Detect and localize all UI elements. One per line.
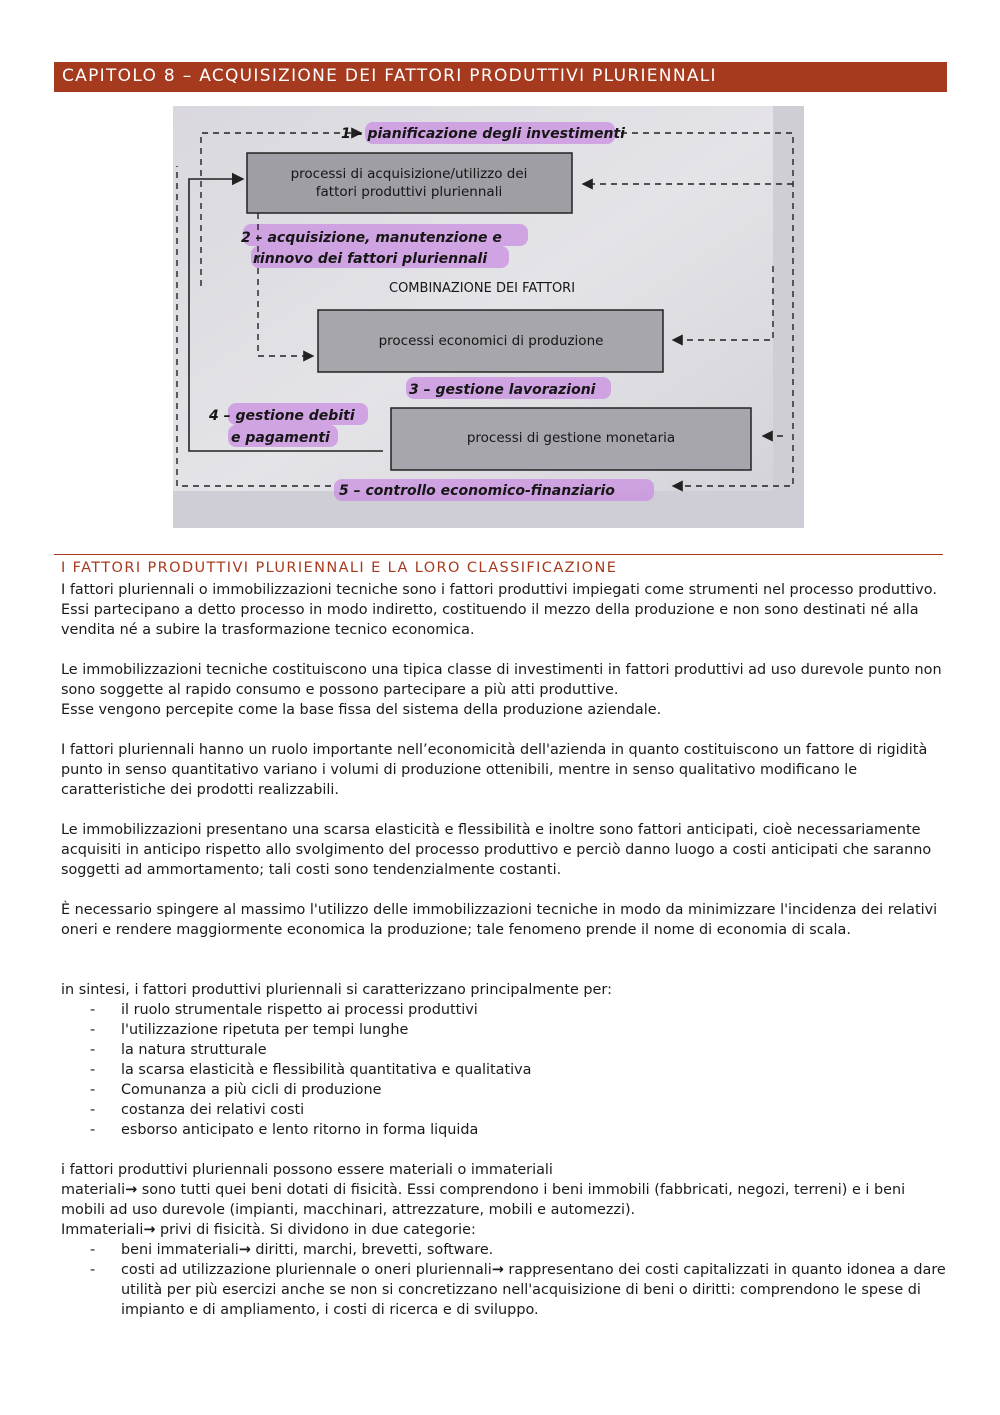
arrow-icon: → [491, 1262, 504, 1278]
arrow-icon: → [238, 1242, 251, 1258]
label-4-line-2: e pagamenti [231, 430, 330, 446]
list-item: - beni immateriali→ diritti, marchi, brevetti, software. [61, 1240, 946, 1260]
label-3: 3 – gestione lavorazioni [409, 382, 596, 398]
arrow-icon: → [143, 1222, 156, 1238]
list-item: - la scarsa elasticità e flessibilità quantitativa e qualitativa [61, 1060, 946, 1080]
paragraph: I fattori pluriennali o immobilizzazioni tecniche sono i fattori produttivi impiegati come strumenti nel processo produttivo. Essi partecipano a detto processo in modo indiretto, costituendo il mezzo della produzione e non sono destinati né alla vendita né a subire la trasformazione tecnico economica. [61, 582, 937, 638]
box-1-line-1: processi di acquisizione/utilizzo dei [290, 166, 528, 182]
list-item: - costanza dei relativi costi [61, 1100, 946, 1120]
paragraph: Esse vengono percepite come la base fissa del sistema della produzione aziendale. [61, 702, 662, 718]
arrow-icon: → [125, 1182, 138, 1198]
list-item: - la natura strutturale [61, 1040, 946, 1060]
combination-label: COMBINAZIONE DEI FATTORI [389, 281, 576, 296]
list-item: - esborso anticipato e lento ritorno in forma liquida [61, 1120, 946, 1140]
immateriali-definition: Immateriali→ privi di fisicità. Si dividono in due categorie: [61, 1222, 476, 1238]
classification-intro: i fattori produttivi pluriennali possono essere materiali o immateriali [61, 1162, 553, 1178]
chapter-title-bar [54, 62, 947, 92]
section-title: I FATTORI PRODUTTIVI PLURIENNALI E LA LORO CLASSIFICAZIONE [61, 560, 618, 576]
summary-list [61, 1000, 946, 1140]
label-2-line-2: rinnovo dei fattori pluriennali [253, 251, 488, 267]
paragraph: Le immobilizzazioni tecniche costituiscono una tipica classe di investimenti in fattori produttivi ad uso durevole punto non sono soggette al rapido consumo e possono partecipare a più atti produttive. [61, 662, 942, 698]
box-2-text: processi economici di produzione [378, 333, 604, 349]
body-text [61, 580, 946, 1320]
section-rule [54, 554, 943, 555]
chapter-title: CAPITOLO 8 – ACQUISIZIONE DEI FATTORI PRODUTTIVI PLURIENNALI [62, 66, 717, 86]
list-item: - costi ad utilizzazione pluriennale o oneri pluriennali→ rappresentano dei costi capitalizzati in quanto idonea a dare utilità per più esercizi anche se non si concretizzano nell'acquisizione di beni o diritti: comprendono le spese di impianto e di ampliamento, i costi di ricerca e di sviluppo. [61, 1260, 946, 1320]
paragraph: Le immobilizzazioni presentano una scarsa elasticità e flessibilità e inoltre sono fattori anticipati, cioè necessariamente acquisiti in anticipo rispetto allo svolgimento del processo produttivo e perciò danno luogo a costi anticipati che saranno soggetti ad ammortamento; tali costi sono tendenzialmente costanti. [61, 822, 932, 878]
summary-intro: in sintesi, i fattori produttivi pluriennali si caratterizzano principalmente per: [61, 982, 612, 998]
list-item: - l'utilizzazione ripetuta per tempi lunghe [61, 1020, 946, 1040]
materiali-definition: materiali→ sono tutti quei beni dotati di fisicità. Essi comprendono i beni immobili (fabbricati, negozi, terreni) e i beni mobili ad uso durevole (impianti, macchinari, attrezzature, mobili e automezzi). [61, 1182, 906, 1218]
box-3-text: processi di gestione monetaria [466, 430, 676, 446]
paragraph: I fattori pluriennali hanno un ruolo importante nell’economicità dell'azienda in quanto costituiscono un fattore di rigidità punto in senso quantitativo variano i volumi di produzione ottenibili, mentre in senso qualitativo modificano le caratteristiche dei prodotti realizzabili. [61, 742, 928, 798]
label-4-line-1: 4 – gestione debiti [209, 408, 355, 424]
list-item: - il ruolo strumentale rispetto ai processi produttivi [61, 1000, 946, 1020]
box-1-line-2: fattori produttivi pluriennali [315, 184, 503, 200]
label-5: 5 – controllo economico-finanziario [339, 483, 615, 499]
diagram-photo [173, 106, 804, 528]
immateriali-list [61, 1240, 946, 1320]
list-item: - Comunanza a più cicli di produzione [61, 1080, 946, 1100]
label-2-line-1: 2 – acquisizione, manutenzione e [241, 230, 502, 246]
paragraph: È necessario spingere al massimo l'utilizzo delle immobilizzazioni tecniche in modo da minimizzare l'incidenza dei relativi oneri e rendere maggiormente economica la produzione; tale fenomeno prende il nome di economia di scala. [61, 902, 938, 938]
label-1: 1 – pianificazione degli investimenti [341, 126, 625, 142]
